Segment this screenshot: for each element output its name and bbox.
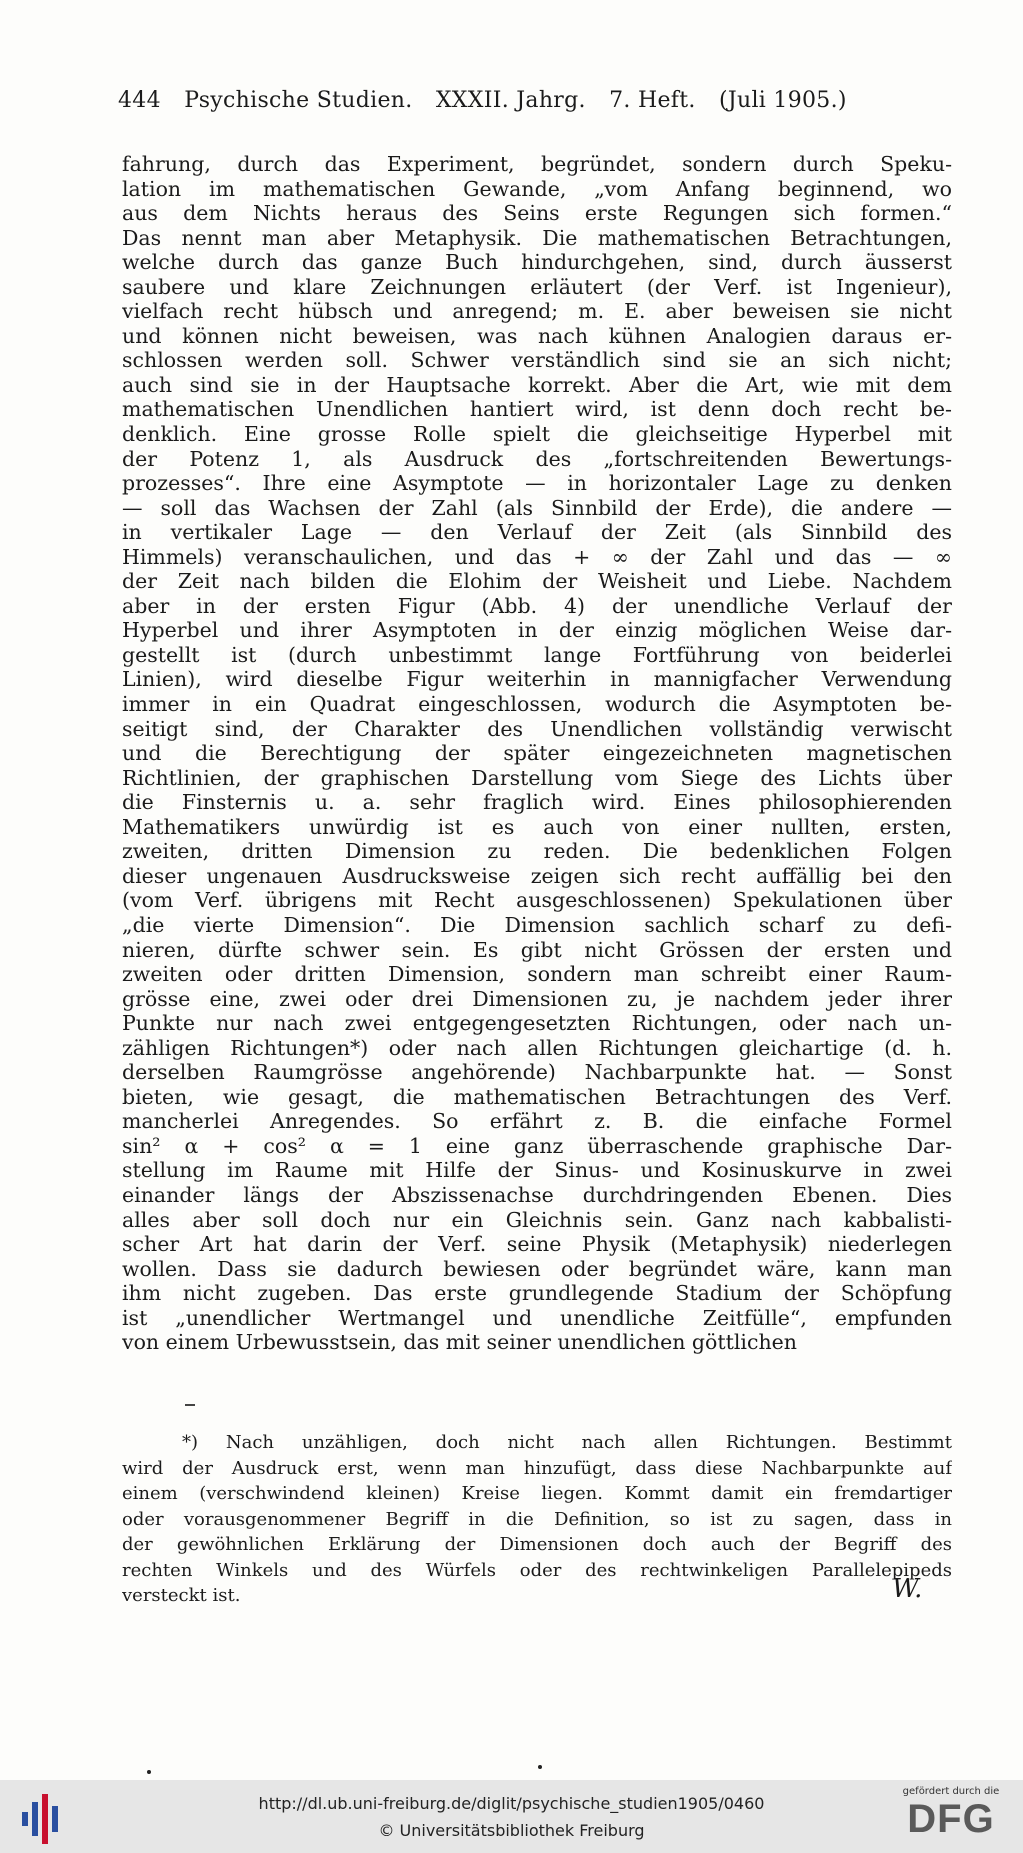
text-line: zweiten oder dritten Dimension, sondern man schreibt einer Raum-: [122, 962, 952, 987]
text-line: prozesses“. Ihre eine Asymptote — in horizontaler Lage zu denken: [122, 471, 952, 496]
scan-speck: [538, 1765, 542, 1769]
text-line: aber in der ersten Figur (Abb. 4) der unendliche Verlauf der: [122, 593, 952, 618]
text-line: einander längs der Abszissenachse durchdringenden Ebenen. Dies: [122, 1182, 952, 1207]
text-line: seitigt sind, der Charakter des Unendlichen vollständig verwischt: [122, 716, 952, 741]
text-line: mathematischen Unendlichen hantiert wird, ist denn doch recht be-: [122, 397, 952, 422]
issue-label: 7. Heft.: [609, 88, 696, 113]
footnote-line: rechten Winkels und des Würfels oder des rechtwinkeligen Parallelepipeds: [122, 1559, 952, 1581]
signature: W.: [892, 1574, 923, 1604]
text-line: (vom Verf. übrigens mit Recht ausgeschlossenen) Spekulationen über: [122, 888, 952, 913]
text-line: wollen. Dass sie dadurch bewiesen oder begründet wäre, kann man: [122, 1256, 952, 1281]
journal-title: Psychische Studien.: [184, 88, 413, 113]
text-line: zweiten, dritten Dimension zu reden. Die bedenklichen Folgen: [122, 839, 952, 864]
footnote: [122, 1430, 952, 1609]
scan-speck: [147, 1770, 151, 1774]
text-line: schlossen werden soll. Schwer verständlich sind sie an sich nicht;: [122, 348, 952, 373]
text-line: und können nicht beweisen, was nach kühnen Analogien daraus er-: [122, 323, 952, 348]
text-line: Das nennt man aber Metaphysik. Die mathematischen Betrachtungen,: [122, 225, 952, 250]
text-line: lation im mathematischen Gewande, „vom Anfang beginnend, wo: [122, 176, 952, 201]
text-line: welche durch das ganze Buch hindurchgehen, sind, durch äusserst: [122, 250, 952, 275]
text-line: — soll das Wachsen der Zahl (als Sinnbild der Erde), die andere —: [122, 495, 952, 520]
text-line: grösse eine, zwei oder drei Dimensionen zu, je nachdem jeder ihrer: [122, 986, 952, 1011]
page-number: 444: [118, 88, 161, 113]
text-line: alles aber soll doch nur ein Gleichnis sein. Ganz nach kabbalisti-: [122, 1207, 952, 1232]
dfg-wordmark: DFG: [907, 1797, 995, 1841]
text-line: und die Berechtigung der später eingezeichneten magnetischen: [122, 741, 952, 766]
text-line: stellung im Raume mit Hilfe der Sinus- und Kosinuskurve in zwei: [122, 1158, 952, 1183]
text-line: saubere und klare Zeichnungen erläutert (der Verf. ist Ingenieur),: [122, 274, 952, 299]
text-line: der Potenz 1, als Ausdruck des „fortschreitenden Bewertungs-: [122, 446, 952, 471]
text-line: ist „unendlicher Wertmangel und unendliche Zeitfülle“, empfunden: [122, 1305, 952, 1330]
footnote-line: oder vorausgenommener Begriff in die Definition, so ist zu sagen, dass in: [122, 1508, 952, 1530]
volume-label: XXXII. Jahrg.: [435, 88, 586, 113]
text-line: auch sind sie in der Hauptsache korrekt. Aber die Art, wie mit dem: [122, 372, 952, 397]
text-line: denklich. Eine grosse Rolle spielt die gleichseitige Hyperbel mit: [122, 422, 952, 447]
footnote-line: versteckt ist.: [122, 1585, 241, 1606]
footnote-separator: [185, 1404, 195, 1406]
body-text: [122, 152, 952, 1355]
text-line: nieren, dürfte schwer sein. Es gibt nicht Grössen der ersten und: [122, 937, 952, 962]
text-line: gestellt ist (durch unbestimmt lange Fortführung von beiderlei: [122, 642, 952, 667]
text-line: zähligen Richtungen*) oder nach allen Richtungen gleichartige (d. h.: [122, 1035, 952, 1060]
text-line: immer in ein Quadrat eingeschlossen, wodurch die Asymptoten be-: [122, 692, 952, 717]
footnote-line: wird der Ausdruck erst, wenn man hinzufügt, dass diese Nachbarpunkte auf: [122, 1457, 952, 1479]
text-line: von einem Urbewusstsein, das mit seiner unendlichen göttlichen: [122, 1330, 797, 1355]
footnote-line: der gewöhnlichen Erklärung der Dimensionen doch auch der Begriff des: [122, 1534, 952, 1555]
text-line: Punkte nur nach zwei entgegengesetzten Richtungen, oder nach un-: [122, 1011, 952, 1036]
running-header: [118, 88, 888, 113]
dfg-logo[interactable]: [891, 1786, 1011, 1841]
text-line: derselben Raumgrösse angehörende) Nachbarpunkte hat. — Sonst: [122, 1060, 952, 1085]
text-line: ihm nicht zugeben. Das erste grundlegende Stadium der Schöpfung: [122, 1281, 952, 1306]
text-line: in vertikaler Lage — den Verlauf der Zeit (als Sinnbild des: [122, 520, 952, 545]
text-line: die Finsternis u. a. sehr fraglich wird. Eines philosophierenden: [122, 790, 952, 815]
footnote-line: einem (verschwindend kleinen) Kreise liegen. Kommt damit ein fremdartiger: [122, 1483, 952, 1504]
text-line: der Zeit nach bilden die Elohim der Weisheit und Liebe. Nachdem: [122, 569, 952, 594]
text-line: dieser ungenauen Ausdrucksweise zeigen sich recht auffällig bei den: [122, 863, 952, 888]
sponsor-caption: gefördert durch die: [902, 1786, 1000, 1797]
footnote-line: *) Nach unzähligen, doch nicht nach allen Richtungen. Bestimmt: [182, 1432, 952, 1453]
copyright-notice: © Universitätsbibliothek Freiburg: [378, 1821, 645, 1840]
text-line: fahrung, durch das Experiment, begründet, sondern durch Speku-: [122, 152, 952, 176]
text-line: bieten, wie gesagt, die mathematischen Betrachtungen des Verf.: [122, 1084, 952, 1109]
text-line: aus dem Nichts heraus des Seins erste Regungen sich formen.“: [122, 201, 952, 226]
text-line: scher Art hat darin der Verf. seine Physik (Metaphysik) niederlegen: [122, 1232, 952, 1257]
text-line: sin² α + cos² α = 1 eine ganz überraschende graphische Dar-: [122, 1133, 952, 1158]
text-line: Richtlinien, der graphischen Darstellung vom Siege des Lichts über: [122, 765, 952, 790]
text-line: Mathematikers unwürdig ist es auch von einer nullten, ersten,: [122, 814, 952, 839]
text-line: vielfach recht hübsch und anregend; m. E. aber beweisen sie nicht: [122, 299, 952, 324]
text-line: mancherlei Anregendes. So erfährt z. B. die einfache Formel: [122, 1109, 952, 1134]
text-line: Hyperbel und ihrer Asymptoten in der einzig möglichen Weise dar-: [122, 618, 952, 643]
viewer-footer: [0, 1780, 1023, 1853]
text-line: „die vierte Dimension“. Die Dimension sachlich scharf zu defi-: [122, 912, 952, 937]
text-line: Linien), wird dieselbe Figur weiterhin in mannigfacher Verwendung: [122, 667, 952, 692]
text-line: Himmels) veranschaulichen, und das + ∞ der Zahl und das — ∞: [122, 544, 952, 569]
issue-date: (Juli 1905.): [718, 88, 847, 113]
source-url-link[interactable]: http://dl.ub.uni-freiburg.de/diglit/psychische_studien1905/0460: [258, 1794, 765, 1813]
